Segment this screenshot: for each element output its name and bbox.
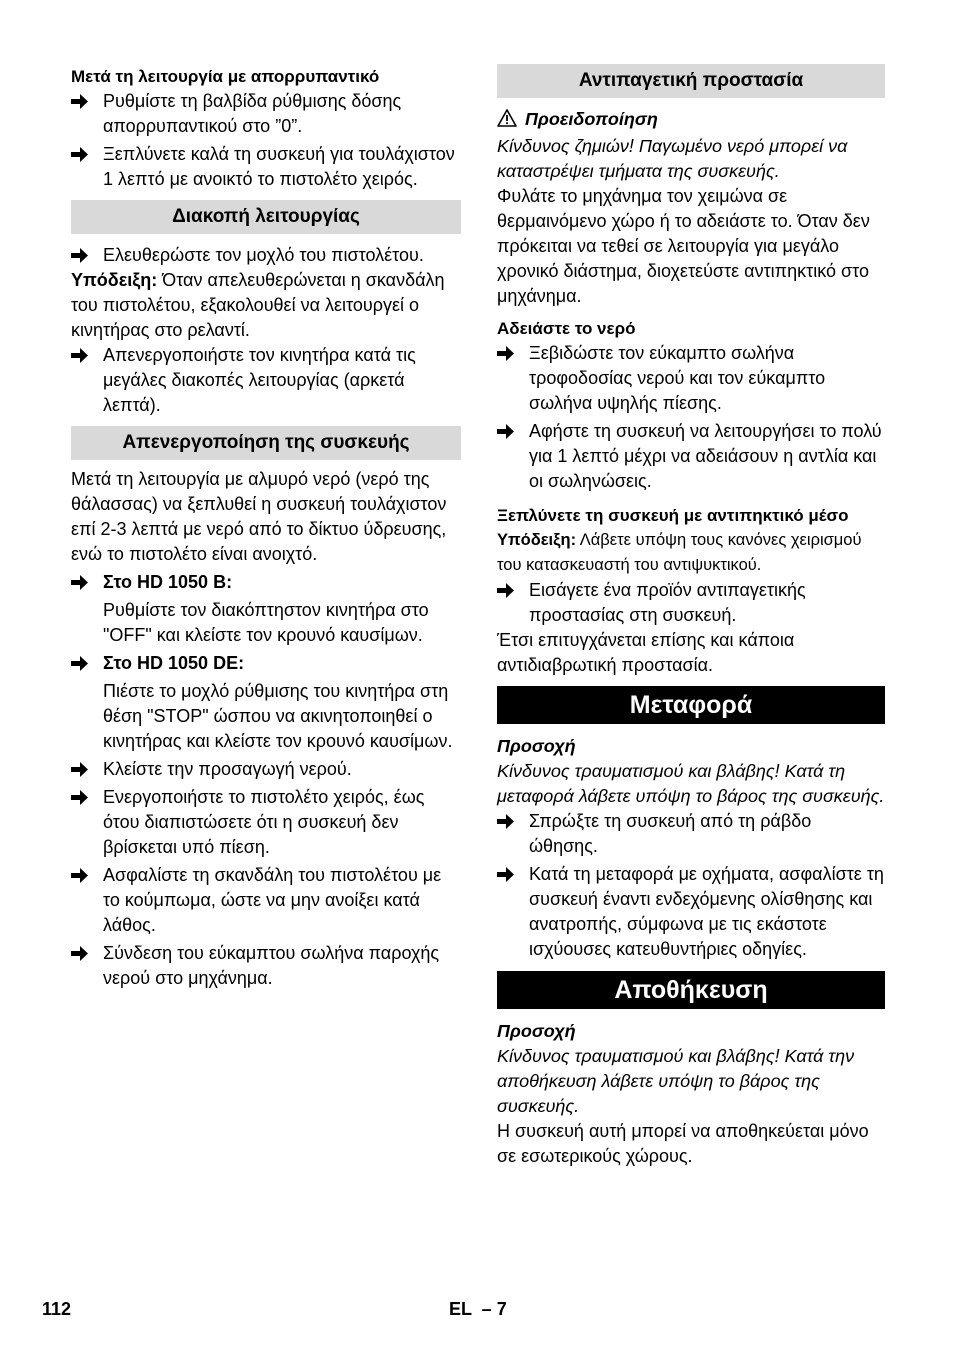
- arrow-right-icon: [497, 345, 515, 362]
- list-item: Σπρώξτε τη συσκευή από τη ράβδο ώθησης.: [497, 809, 885, 859]
- caution-text: Κίνδυνος τραυματισμού και βλάβης! Κατά τη μεταφορά λάβετε υπόψη το βάρος της συσκευής.: [497, 761, 885, 806]
- note-label: Υπόδειξη:: [497, 531, 577, 549]
- section-title-antifreeze-rinse: Ξεπλύνετε τη συσκευή με αντιπηκτικό μέσο: [497, 506, 849, 525]
- arrow-right-icon: [71, 247, 89, 264]
- section-title-after-detergent: Μετά τη λειτουργία με απορρυπαντικό: [71, 67, 380, 86]
- section-title-drain-water: Αδειάστε το νερό: [497, 319, 636, 338]
- arrow-right-icon: [71, 93, 89, 110]
- list-item: Σύνδεση του εύκαμπτου σωλήνα παροχής νερού στο μηχάνημα.: [71, 941, 461, 991]
- note-paragraph: [71, 268, 461, 343]
- arrow-right-icon: [71, 574, 89, 591]
- model-label: Στο HD 1050 B:: [103, 572, 233, 592]
- left-column: [71, 64, 461, 991]
- list-item: Απενεργοποιήστε τον κινητήρα κατά τις μεγάλες διακοπές λειτουργίας (αρκετά λεπτά).: [71, 343, 461, 418]
- section-title-shutdown: Απενεργοποίηση της συσκευής: [71, 426, 461, 460]
- warning-heading: [497, 107, 885, 132]
- arrow-right-icon: [497, 866, 515, 883]
- note-paragraph: [497, 528, 885, 578]
- caution-text: Κίνδυνος τραυματισμού και βλάβης! Κατά την αποθήκευση λάβετε υπόψη το βάρος της συσκευής.: [497, 1046, 855, 1116]
- arrow-right-icon: [71, 655, 89, 672]
- arrow-right-icon: [71, 761, 89, 778]
- list-item: Ξεπλύνετε καλά τη συσκευή για τουλάχιστον 1 λεπτό με ανοικτό το πιστολέτο χειρός.: [71, 142, 461, 192]
- paragraph: Μετά τη λειτουργία με αλμυρό νερό (νερό της θάλασσας) να ξεπλυθεί η συσκευή τουλάχιστον επί 2-3 λεπτά με νερό από το δίκτυο ύδρευσης, ενώ το πιστολέτο είναι ανοιχτό.: [71, 469, 447, 564]
- list-item: Ασφαλίστε τη σκανδάλη του πιστολέτου με το κούμπωμα, ώστε να μην ανοίξει κατά λάθος.: [71, 863, 461, 938]
- language-page-label: EL – 7: [449, 1299, 507, 1319]
- section-title-transport: Μεταφορά: [497, 686, 885, 724]
- caution-label: Προσοχή: [497, 1021, 576, 1041]
- warning-text: Κίνδυνος ζημιών! Παγωμένο νερό μπορεί να καταστρέψει τμήματα της συσκευής.: [497, 136, 848, 181]
- list-item: Στο HD 1050 DE: Πιέστε το μοχλό ρύθμισης του κινητήρα στη θέση "STOP" ώσπου να ακινητοποιηθεί ο κινητήρας και κλείστε τον κρουνό καυσίμων.: [71, 651, 461, 754]
- list-item: Κλείστε την προσαγωγή νερού.: [71, 757, 461, 782]
- list-item: Ρυθμίστε τη βαλβίδα ρύθμισης δόσης απορρυπαντικού στο ”0”.: [71, 89, 461, 139]
- warning-triangle-icon: [497, 109, 517, 127]
- list-item: Ελευθερώστε τον μοχλό του πιστολέτου.: [71, 243, 461, 268]
- arrow-right-icon: [71, 867, 89, 884]
- list-item: Κατά τη μεταφορά με οχήματα, ασφαλίστε τη συσκευή έναντι ενδεχόμενης ολίσθησης και ανατροπής, σύμφωνα με τις εκάστοτε ισχύουσες κατευθυντήριες οδηγίες.: [497, 862, 885, 962]
- list-item: Ενεργοποιήστε το πιστολέτο χειρός, έως ότου διαπιστώσετε ότι η συσκευή δεν βρίσκεται υπό πίεση.: [71, 785, 461, 860]
- list-item: Στο HD 1050 B: Ρυθμίστε τον διακόπτηστον κινητήρα στο "OFF" και κλείστε τον κρουνό καυσίμων.: [71, 570, 461, 648]
- section-title-frost-protection: Αντιπαγετική προστασία: [497, 64, 885, 98]
- arrow-right-icon: [71, 146, 89, 163]
- model-label: Στο HD 1050 DE:: [103, 653, 245, 673]
- note-label: Υπόδειξη:: [71, 270, 158, 290]
- section-title-stop-operation: Διακοπή λειτουργίας: [71, 200, 461, 234]
- page-number: 112: [42, 1299, 72, 1319]
- paragraph: Η συσκευή αυτή μπορεί να αποθηκεύεται μόνο σε εσωτερικούς χώρους.: [497, 1121, 869, 1166]
- list-item: Εισάγετε ένα προϊόν αντιπαγετικής προστασίας στη συσκευή.: [497, 578, 885, 628]
- warning-label: Προειδοποίηση: [525, 109, 658, 129]
- arrow-right-icon: [71, 789, 89, 806]
- note-text: Λάβετε υπόψη τους κανόνες χειρισμού του κατασκευαστή του αντιψυκτικού.: [497, 531, 862, 574]
- arrow-right-icon: [71, 347, 89, 364]
- arrow-right-icon: [497, 582, 515, 599]
- paragraph: Φυλάτε το μηχάνημα τον χειμώνα σε θερμαινόμενο χώρο ή το αδειάστε το. Όταν δεν πρόκειται να τεθεί σε λειτουργία για μεγάλο χρονικό διάστημα, διοχετεύστε αντιπηκτικό στο μηχάνημα.: [497, 186, 870, 306]
- caution-label: Προσοχή: [497, 736, 576, 756]
- section-title-storage: Αποθήκευση: [497, 971, 885, 1009]
- arrow-right-icon: [497, 423, 515, 440]
- list-item: Ξεβιδώστε τον εύκαμπτο σωλήνα τροφοδοσίας νερού και τον εύκαμπτο σωλήνα υψηλής πίεσης.: [497, 341, 885, 416]
- arrow-right-icon: [71, 945, 89, 962]
- list-item: Αφήστε τη συσκευή να λειτουργήσει το πολύ για 1 λεπτό μέχρι να αδειάσουν η αντλία και οι σωληνώσεις.: [497, 419, 885, 494]
- arrow-right-icon: [497, 813, 515, 830]
- note-text: Όταν απελευθερώνεται η σκανδάλη του πιστολέτου, εξακολουθεί να λειτουργεί ο κινητήρας στο ρελαντί.: [71, 270, 445, 340]
- paragraph: Έτσι επιτυγχάνεται επίσης και κάποια αντιδιαβρωτική προστασία.: [497, 630, 795, 675]
- right-column: [497, 64, 885, 1169]
